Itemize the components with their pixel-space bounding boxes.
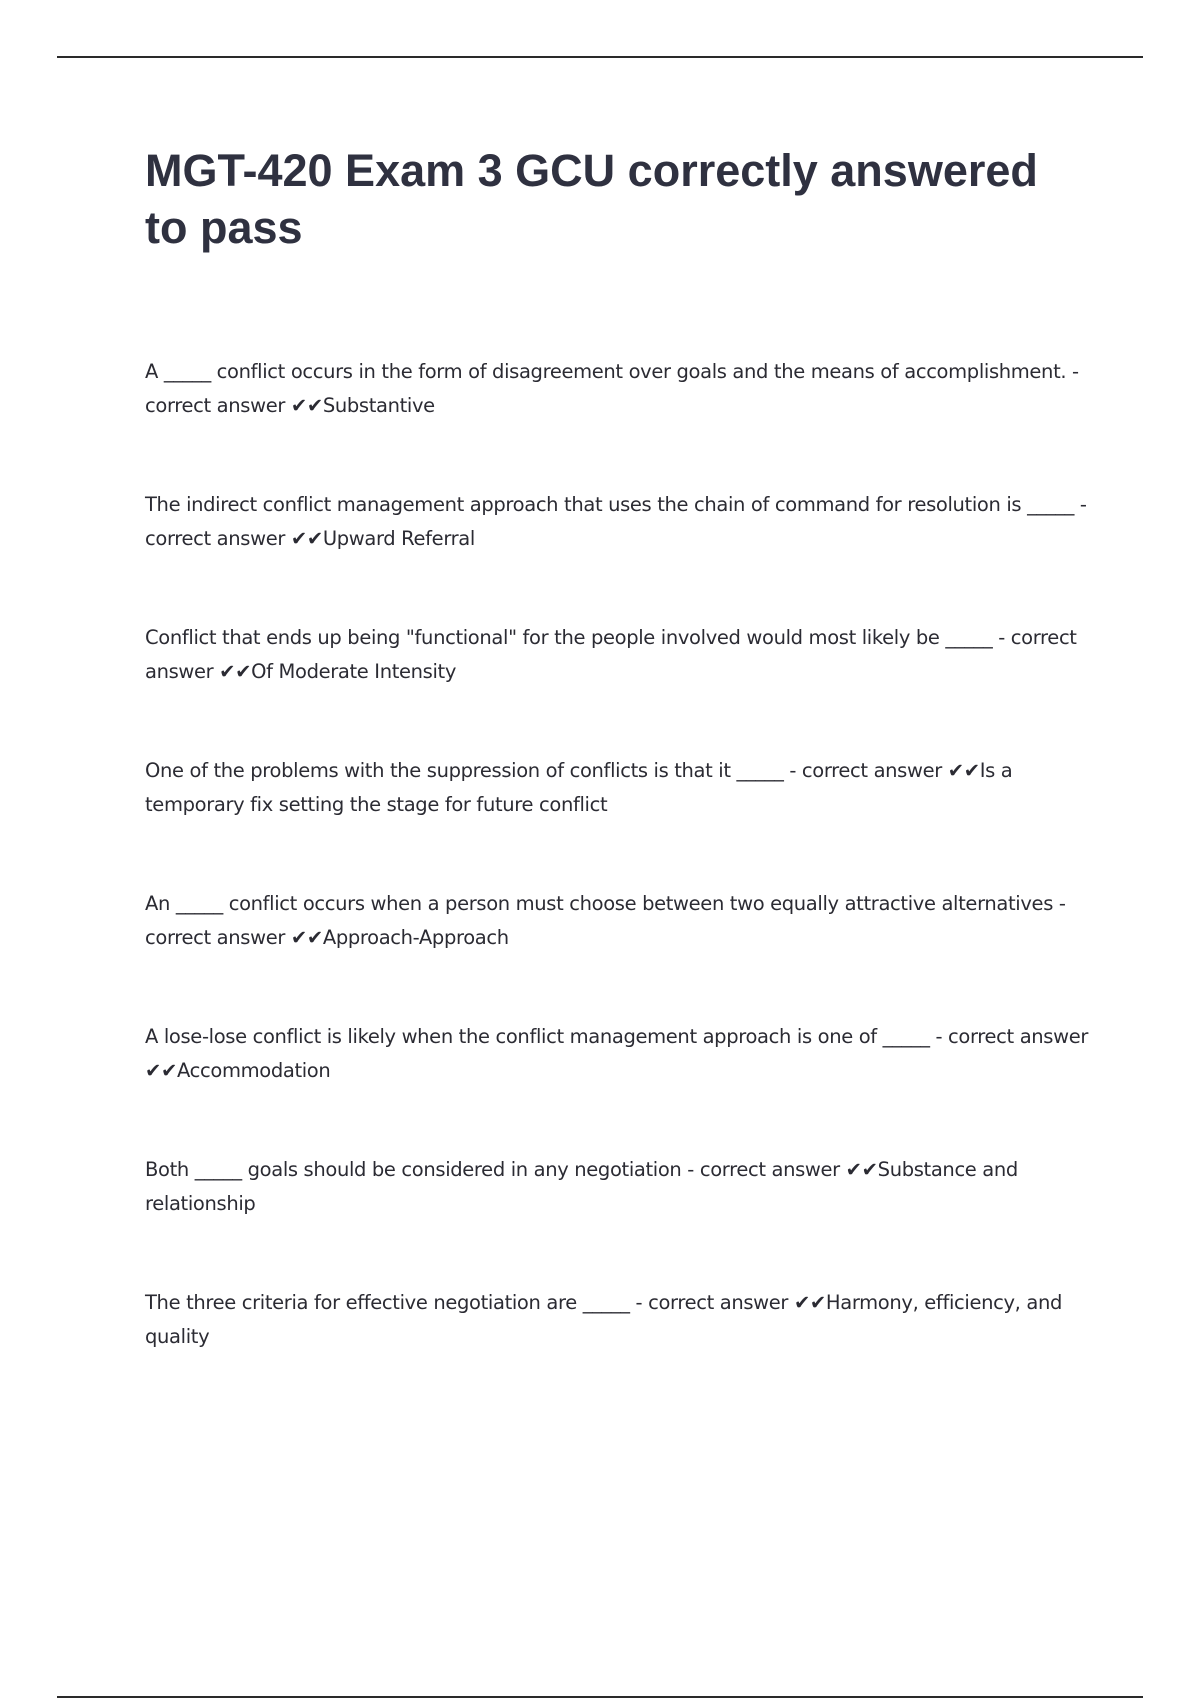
header-rule	[57, 56, 1143, 58]
question-item: The three criteria for effective negotiation are _____ - correct answer ✔✔Harmony, efficiency, and quality	[145, 1291, 1063, 1348]
question-item: Conflict that ends up being "functional" for the people involved would most likely be _____ - correct answer ✔✔Of Moderate Intensity	[145, 626, 1077, 683]
question-item: Both _____ goals should be considered in any negotiation - correct answer ✔✔Substance and relationship	[145, 1158, 1018, 1215]
question-item: An _____ conflict occurs when a person must choose between two equally attractive alternatives - correct answer ✔✔Approach-Approach	[145, 892, 1066, 949]
footer-rule	[57, 1696, 1143, 1698]
question-item: A _____ conflict occurs in the form of disagreement over goals and the means of accomplishment. - correct answer ✔✔Substantive	[145, 360, 1079, 417]
question-list	[145, 355, 1090, 1419]
question-item: A lose-lose conflict is likely when the conflict management approach is one of _____ - correct answer ✔✔Accommodation	[145, 1025, 1089, 1082]
question-item: One of the problems with the suppression of conflicts is that it _____ - correct answer ✔✔Is a temporary fix setting the stage for future conflict	[145, 759, 1013, 816]
question-item: The indirect conflict management approach that uses the chain of command for resolution is _____ - correct answer ✔✔Upward Referral	[145, 493, 1087, 550]
document-title: MGT-420 Exam 3 GCU correctly answered to pass	[145, 145, 1038, 253]
